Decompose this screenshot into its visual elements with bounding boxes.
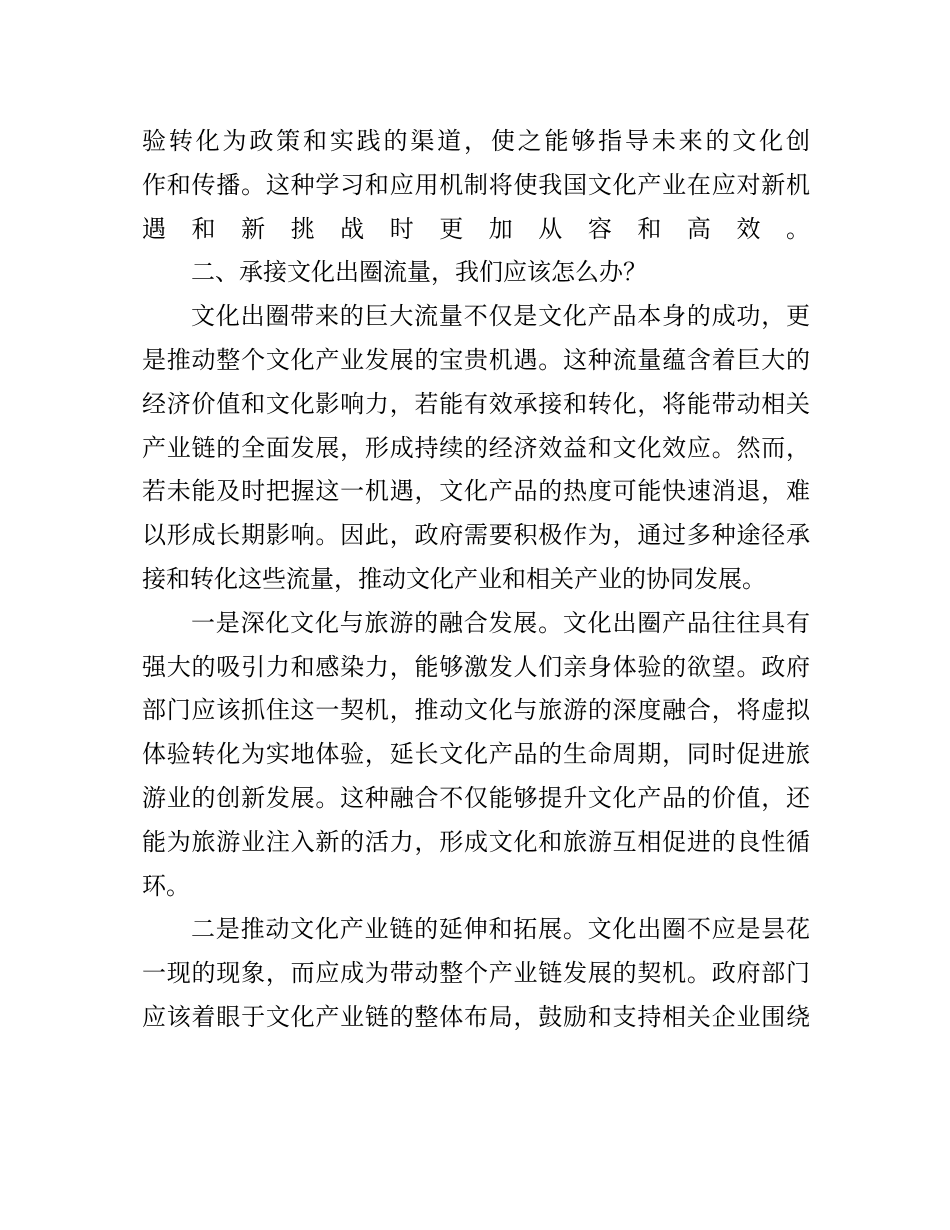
text-line: 产业链的全面发展，形成持续的经济效益和文化效应。然而， — [142, 433, 810, 462]
text-line: 游业的创新发展。这种融合不仅能够提升文化产品的价值，还 — [142, 783, 810, 812]
text-line: 以形成长期影响。因此，政府需要积极作为，通过多种途径承 — [142, 521, 810, 550]
text-line: 二是推动文化产业链的延伸和拓展。文化出圈不应是昙花 — [191, 915, 810, 944]
section-heading — [142, 251, 810, 295]
text-line: 部门应该抓住这一契机，推动文化与旅游的深度融合，将虚拟 — [142, 696, 810, 725]
text-line: 是推动整个文化产业发展的宝贵机遇。这种流量蕴含着巨大的 — [142, 345, 810, 374]
document-page — [142, 120, 810, 1040]
text-line: 验转化为政策和实践的渠道，使之能够指导未来的文化创 — [142, 127, 810, 155]
text-line: 应该着眼于文化产业链的整体布局，鼓励和支持相关企业围绕 — [142, 1002, 810, 1031]
text-line: 若未能及时把握这一机遇，文化产品的热度可能快速消退，难 — [142, 477, 810, 506]
text-line: 强大的吸引力和感染力，能够激发人们亲身体验的欲望。政府 — [142, 652, 810, 681]
text-line: 作和传播。这种学习和应用机制将使我国文化产业在应对新机 — [142, 170, 810, 199]
text-line: 体验转化为实地体验，延长文化产品的生命周期，同时促进旅 — [142, 740, 810, 769]
paragraph — [142, 908, 810, 1039]
paragraph — [142, 602, 810, 909]
text-line: 经济价值和文化影响力，若能有效承接和转化，将能带动相关 — [142, 389, 810, 418]
text-line: 二、承接文化出圈流量，我们应该怎么办？ — [191, 258, 647, 287]
text-line: 接和转化这些流量，推动文化产业和相关产业的协同发展。 — [142, 564, 766, 593]
paragraph — [142, 295, 810, 602]
text-line: 一现的现象，而应成为带动整个产业链发展的契机。政府部门 — [142, 959, 810, 988]
text-line: 环。 — [142, 871, 190, 900]
paragraph — [142, 120, 810, 251]
text-line: 文化出圈带来的巨大流量不仅是文化产品本身的成功，更 — [191, 302, 810, 331]
text-line: 遇和新挑战时更加从容和高效。 — [142, 214, 810, 243]
text-line: 能为旅游业注入新的活力，形成文化和旅游互相促进的良性循 — [142, 827, 810, 856]
text-line: 一是深化文化与旅游的融合发展。文化出圈产品往往具有 — [191, 608, 810, 637]
